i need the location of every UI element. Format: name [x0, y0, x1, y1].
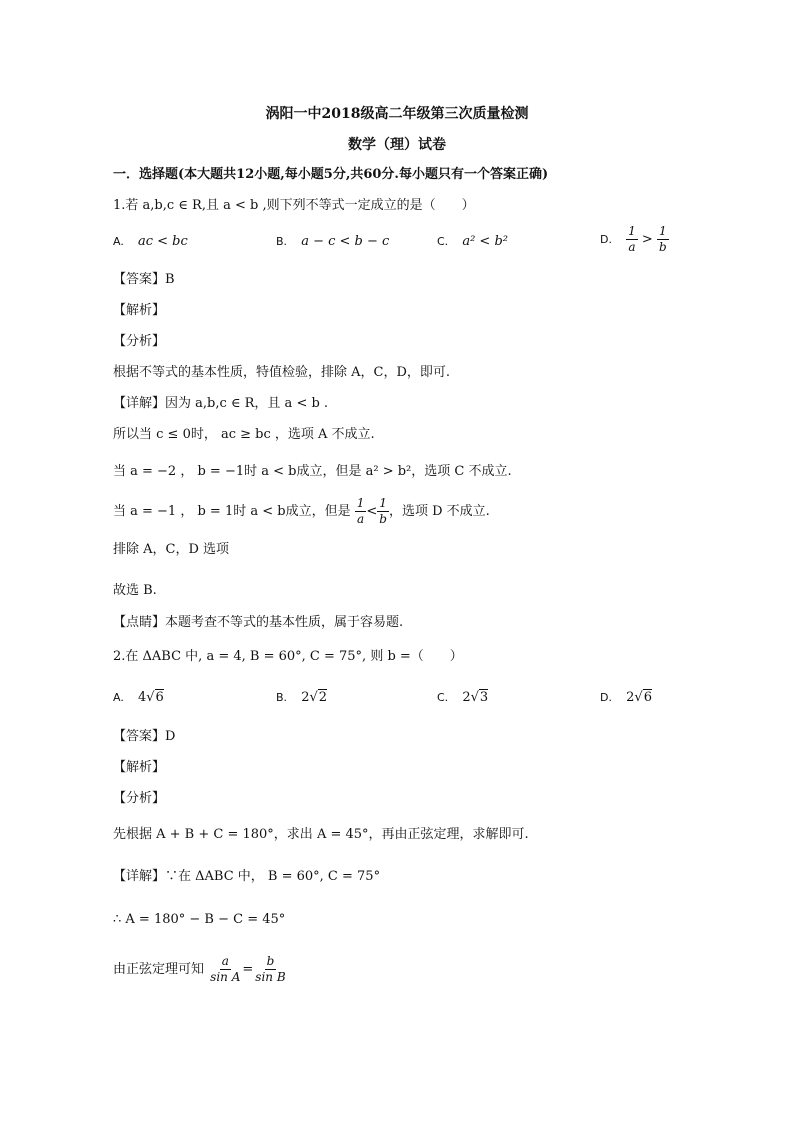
q2-option-d: D. 2√6	[600, 690, 652, 705]
option-label: A.	[113, 235, 124, 248]
q1-analysis-heading: 【解析】	[113, 303, 166, 318]
q2-option-b: B. 2√2	[276, 690, 328, 705]
option-text: a − c < b − c	[301, 234, 390, 249]
fraction: $\frac{1}{b}$	[658, 224, 667, 254]
q2-option-c: C. 2√3	[437, 690, 489, 705]
q1-detail-line: 当 a = −1 ， b = 1时 a < b成立，但是 $\frac{1}{a}$ < $\frac{1}{b}$ ，选项 D 不成立.	[113, 496, 490, 526]
option-label: D.	[600, 691, 612, 704]
option-text: a² < b²	[462, 234, 508, 249]
q1-option-c	[437, 234, 508, 249]
option-text: ac < bc	[137, 234, 188, 249]
option-label: D.	[600, 233, 612, 246]
option-label: B.	[276, 691, 288, 704]
q1-comment: 【点睛】本题考查不等式的基本性质，属于容易题.	[113, 615, 404, 630]
q2-detail-line: 由正弦定理可知 $\frac{a}{\text{sin A}}$ = $\frac{b}{\text{sin B}}$	[113, 954, 286, 984]
option-label: C.	[437, 691, 449, 704]
sqrt-icon: √	[146, 690, 155, 705]
fraction: $\frac{a}{\text{sin A}}$	[210, 954, 241, 984]
q2-detail-line: ∴ A = 180° − B − C = 45°	[113, 912, 286, 927]
fraction: $\frac{1}{b}$	[379, 496, 387, 526]
q2-analysis-heading: 【解析】	[113, 760, 166, 775]
fraction: $\frac{b}{\text{sin B}}$	[255, 954, 286, 984]
q2-option-a: A. 4√6	[113, 690, 164, 705]
sqrt-icon: √	[634, 690, 643, 705]
q2-fenxi-heading: 【分析】	[113, 791, 166, 806]
q1-option-b	[276, 234, 389, 249]
exam-subtitle: 数学（理）试卷	[348, 137, 446, 153]
q1-detail-line: 故选 B.	[113, 583, 157, 598]
q1-option-d: D. $\frac{1}{a}$ > $\frac{1}{b}$	[600, 224, 667, 254]
exam-title: 涡阳一中2018级高二年级第三次质量检测	[265, 106, 529, 122]
q1-stem: 1.若 a,b,c ∈ R,且 a < b ,则下列不等式一定成立的是（ ）	[113, 198, 475, 213]
q2-stem: 2.在 ΔABC 中, a = 4, B = 60°, C = 75°, 则 b =（ ）	[113, 649, 463, 664]
section-heading: 一．选择题(本大题共12小题,每小题5分,共60分.每小题只有一个答案正确)	[113, 167, 549, 182]
q2-answer: 【答案】D	[113, 729, 176, 744]
fraction: $\frac{1}{a}$	[628, 224, 636, 254]
q1-detail-line: 排除 A，C，D 选项	[113, 542, 230, 557]
sqrt-icon: √	[309, 690, 318, 705]
option-label: B.	[276, 235, 288, 248]
q1-detail-line: 当 a = −2 ， b = −1时 a < b成立，但是 a² > b²，选项 C 不成立.	[113, 464, 512, 479]
q1-detail-line: 【详解】因为 a,b,c ∈ R，且 a < b .	[113, 396, 329, 411]
q2-fenxi-text: 先根据 A + B + C = 180°，求出 A = 45°，再由正弦定理，求解即可.	[113, 827, 529, 842]
q1-fenxi-text: 根据不等式的基本性质，特值检验，排除 A，C，D，即可.	[113, 365, 451, 380]
option-label: A.	[113, 691, 124, 704]
q1-fenxi-heading: 【分析】	[113, 334, 166, 349]
q2-detail-line: 【详解】∵在 ΔABC 中， B = 60°, C = 75°	[113, 869, 381, 884]
q1-detail-line: 所以当 c ≤ 0时， ac ≥ bc ，选项 A 不成立.	[113, 427, 375, 442]
q1-option-a	[113, 234, 188, 249]
q1-answer: 【答案】B	[113, 272, 175, 287]
sqrt-icon: √	[470, 690, 479, 705]
fraction: $\frac{1}{a}$	[356, 496, 365, 526]
option-label: C.	[437, 235, 449, 248]
